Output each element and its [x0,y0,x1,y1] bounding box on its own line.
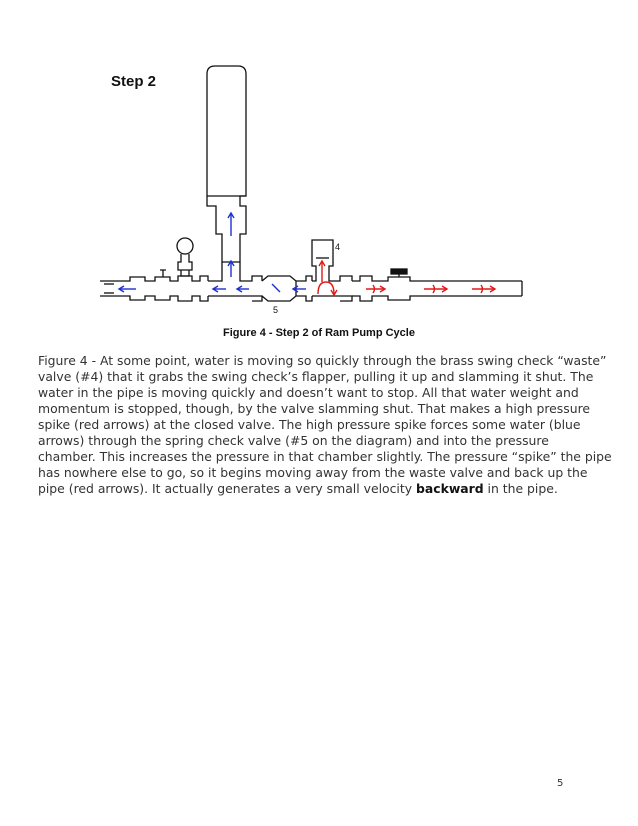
blue-flow-arrows [119,213,306,292]
pump-schematic [0,0,638,330]
line-text: in the pipe. [483,481,558,496]
pressure-gauge [177,238,193,254]
paragraph-line: chamber. This increases the pressure in that chamber slightly. The pressure “spike” the pipe [38,449,612,464]
step-label: Step 2 [111,73,157,90]
figure-caption: Figure 4 - Step 2 of Ram Pump Cycle [223,327,415,339]
drive-pipe-left [100,276,208,281]
waste-valve [312,240,352,281]
gate-valve-handle [391,269,407,274]
page-number: 5 [557,778,564,789]
paragraph-line: has nowhere else to go, so it begins moving away from the waste valve and back up the [38,465,588,480]
paragraph-line: Figure 4 - At some point, water is moving so quickly through the brass swing check “waste” [38,353,607,368]
ram-pump-diagram [0,0,638,330]
paragraph-line: arrows) through the spring check valve (#5 on the diagram) and into the pressure [38,433,549,448]
emphasis-backward: backward [416,481,484,496]
paragraph-line: spike (red arrows) at the closed valve. The high pressure spike forces some water (blue [38,417,581,432]
paragraph-line: momentum is stopped, though, by the valve slamming shut. That makes a high pressure [38,401,591,416]
body-paragraph [38,353,612,497]
label-valve-4: 4 [335,242,341,252]
line-text: pipe (red arrows). It actually generates a very small velocity [38,481,416,496]
pressure-chamber [207,66,246,262]
spring-check-valve [262,276,296,301]
red-flow-arrows [318,261,495,295]
paragraph-line [38,481,598,497]
paragraph-line: water in the pipe is moving quickly and doesn’t want to stop. All that water weight and [38,385,579,400]
label-valve-5: 5 [273,305,279,315]
paragraph-line: valve (#4) that it grabs the swing check’s flapper, pulling it up and slamming it shut. The [38,369,594,384]
drive-pipe-right [352,276,522,281]
